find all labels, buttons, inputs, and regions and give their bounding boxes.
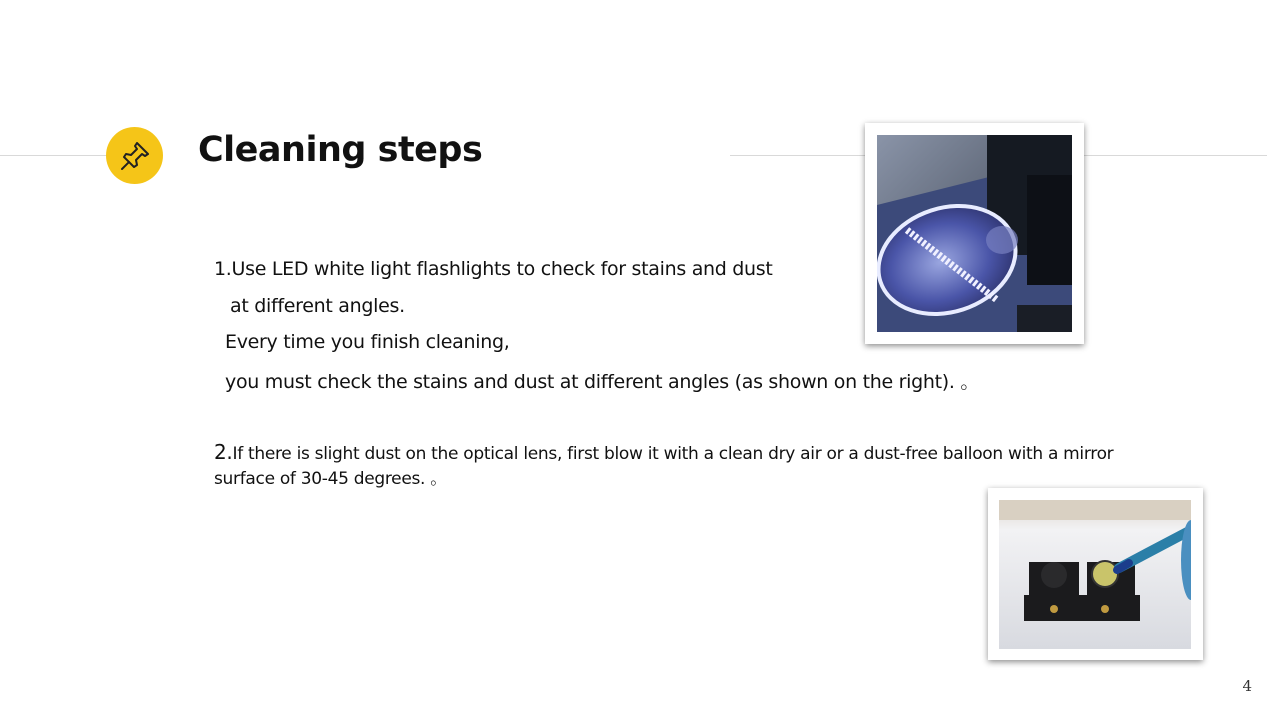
pin-badge xyxy=(106,127,163,184)
step2-number: 2. xyxy=(214,440,233,464)
step1-line2: at different angles. xyxy=(230,295,405,317)
step2-paragraph xyxy=(214,440,1174,492)
header-rule-left xyxy=(0,155,110,156)
lens-inspection-photo xyxy=(865,123,1084,344)
slide-title: Cleaning steps xyxy=(198,130,483,170)
dust-blower-photo xyxy=(988,488,1203,660)
pushpin-icon xyxy=(118,139,152,173)
lens-inspection-image xyxy=(877,135,1072,332)
step2-text: If there is slight dust on the optical lens, first blow it with a clean dry air or a dust-free balloon with a mirror surface of 30-45 degrees. 。 xyxy=(214,444,1114,489)
header-rule-middle xyxy=(730,155,866,156)
header-rule-right xyxy=(1084,155,1267,156)
step1-line4: you must check the stains and dust at different angles (as shown on the right). 。 xyxy=(225,371,980,393)
dust-blower-image xyxy=(999,500,1191,649)
step1-line1: 1.Use LED white light flashlights to check for stains and dust xyxy=(214,258,773,280)
step1-line3: Every time you finish cleaning, xyxy=(225,331,510,353)
page-number: 4 xyxy=(1242,677,1252,695)
